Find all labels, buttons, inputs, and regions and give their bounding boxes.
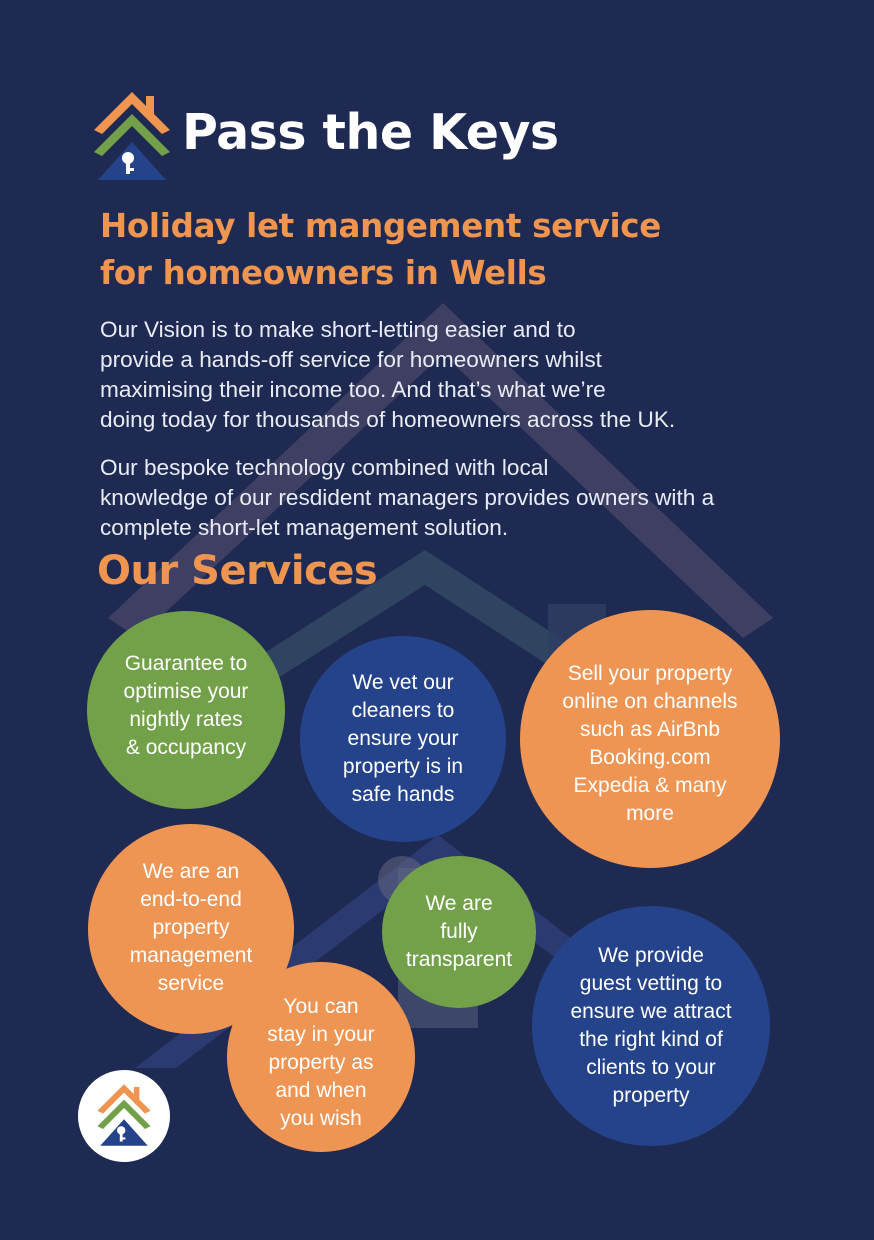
- service-bubble-guest-vetting: [532, 906, 770, 1146]
- bubble-line: clients to your: [586, 1056, 716, 1079]
- technology-paragraph: [100, 453, 800, 543]
- service-bubble-cleaners: [300, 636, 506, 842]
- house-key-icon: [92, 90, 172, 182]
- bubble-line: such as AirBnb: [579, 718, 721, 741]
- bubble-line: safe hands: [351, 783, 455, 806]
- bubble-line: We vet our: [352, 671, 454, 694]
- bubble-line: ensure we attract: [570, 1000, 732, 1023]
- bubble-line: stay in your: [267, 1023, 375, 1046]
- brand-logo: [92, 90, 652, 186]
- bubble-line: end-to-end: [140, 888, 242, 911]
- paragraph-line: knowledge of our resdident managers provides owners with a: [100, 485, 715, 510]
- service-bubble-channels: [520, 610, 780, 868]
- bubble-line: ensure your: [347, 727, 459, 750]
- logo-badge: [78, 1070, 170, 1162]
- headline-line: for homeowners in Wells: [100, 254, 547, 292]
- brand-name: Pass the Keys: [182, 104, 559, 161]
- paragraph-line: provide a hands-off service for homeowners whilst: [100, 347, 602, 372]
- paragraph-line: Our Vision is to make short-letting easier and to: [100, 317, 576, 342]
- bubble-line: Booking.com: [589, 746, 711, 769]
- bubble-line: You can: [283, 995, 359, 1018]
- bubble-line: & occupancy: [125, 736, 247, 759]
- bubble-line: We are: [425, 892, 493, 915]
- service-bubble-rates: [87, 611, 285, 809]
- bubble-line: Guarantee to: [124, 652, 248, 675]
- bubble-line: more: [626, 802, 674, 825]
- service-bubble-transparent: [382, 856, 536, 1008]
- bubble-line: the right kind of: [579, 1028, 723, 1051]
- paragraph-line: doing today for thousands of homeowners across the UK.: [100, 407, 676, 432]
- bubble-line: optimise your: [123, 680, 249, 703]
- bubble-line: We are an: [142, 860, 240, 883]
- bubble-line: property is in: [342, 755, 464, 778]
- bubble-line: and when: [275, 1079, 367, 1102]
- house-key-icon: [96, 1082, 152, 1148]
- bubble-line: transparent: [405, 948, 513, 971]
- services-heading: Our Services: [97, 548, 378, 594]
- headline-line: Holiday let mangement service: [100, 207, 662, 245]
- bubble-line: property as: [268, 1051, 374, 1074]
- bubble-line: management: [129, 944, 253, 967]
- bubble-line: Sell your property: [567, 662, 733, 685]
- vision-paragraph: [100, 315, 800, 435]
- bubble-line: you wish: [280, 1107, 362, 1130]
- headline: [100, 203, 820, 297]
- bubble-line: cleaners to: [351, 699, 455, 722]
- paragraph-line: complete short-let management solution.: [100, 515, 509, 540]
- bubble-line: guest vetting to: [579, 972, 723, 995]
- paragraph-line: Our bespoke technology combined with local: [100, 455, 549, 480]
- bubble-line: online on channels: [562, 690, 738, 713]
- bubble-line: Expedia & many: [573, 774, 727, 797]
- bubble-line: property: [152, 916, 230, 939]
- bubble-line: We provide: [598, 944, 704, 967]
- service-bubble-stay: [227, 962, 415, 1152]
- bubble-line: nightly rates: [129, 708, 243, 731]
- bubble-line: fully: [440, 920, 478, 943]
- bubble-line: property: [612, 1084, 690, 1107]
- paragraph-line: maximising their income too. And that’s what we’re: [100, 377, 606, 402]
- bubble-line: service: [157, 972, 225, 995]
